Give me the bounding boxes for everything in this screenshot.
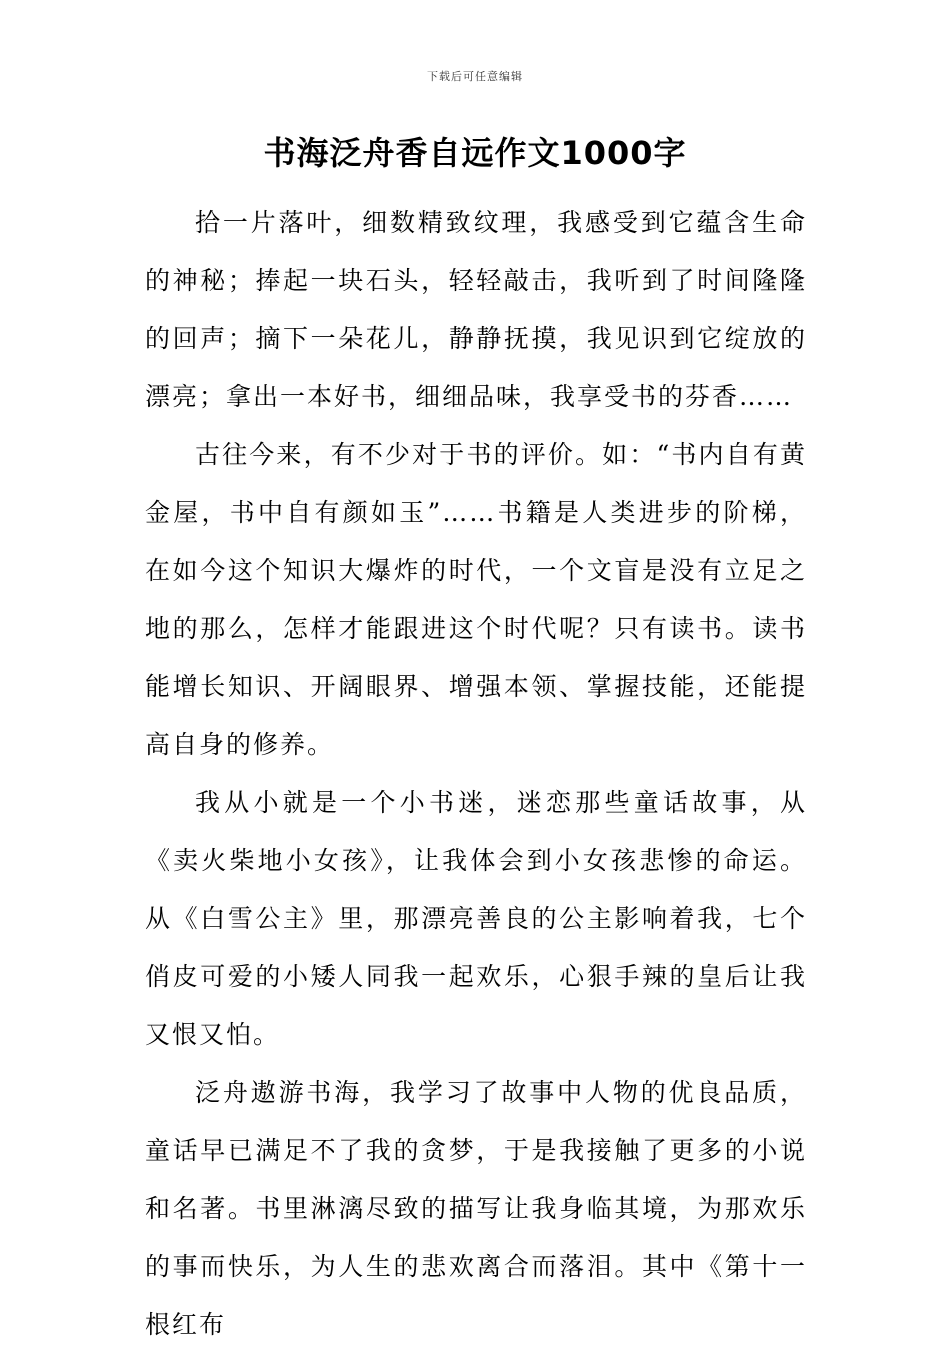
paragraph-1: 拾一片落叶，细数精致纹理，我感受到它蕴含生命的神秘；捧起一块石头，轻轻敲击，我听到了时间隆隆的回声；摘下一朵花儿，静静抚摸，我见识到它绽放的漂亮；拿出一本好书，细细品味，我享受书的芬香…… — [145, 208, 807, 411]
paragraph-4: 泛舟遨游书海，我学习了故事中人物的优良品质，童话早已满足不了我的贪梦，于是我接触了更多的小说和名著。书里淋漓尽致的描写让我身临其境，为那欢乐的事而快乐，为人生的悲欢离合而落泪。其中《第十一根红布 — [145, 1078, 807, 1339]
article-body — [145, 194, 807, 1354]
header-note: 下载后可任意编辑 — [427, 70, 523, 83]
paragraph-3: 我从小就是一个小书迷，迷恋那些童话故事，从《卖火柴地小女孩》，让我体会到小女孩悲惨的命运。从《白雪公主》里，那漂亮善良的公主影响着我，七个俏皮可爱的小矮人同我一起欢乐，心狠手辣的皇后让我又恨又怕。 — [145, 788, 807, 1049]
page-title: 书海泛舟香自远作文1000字 — [263, 134, 687, 172]
paragraph-2: 古往今来，有不少对于书的评价。如：“书内自有黄金屋，书中自有颜如玉”……书籍是人类进步的阶梯，在如今这个知识大爆炸的时代，一个文盲是没有立足之地的那么，怎样才能跟进这个时代呢？只有读书。读书能增长知识、开阔眼界、增强本领、掌握技能，还能提高自身的修养。 — [145, 440, 807, 759]
